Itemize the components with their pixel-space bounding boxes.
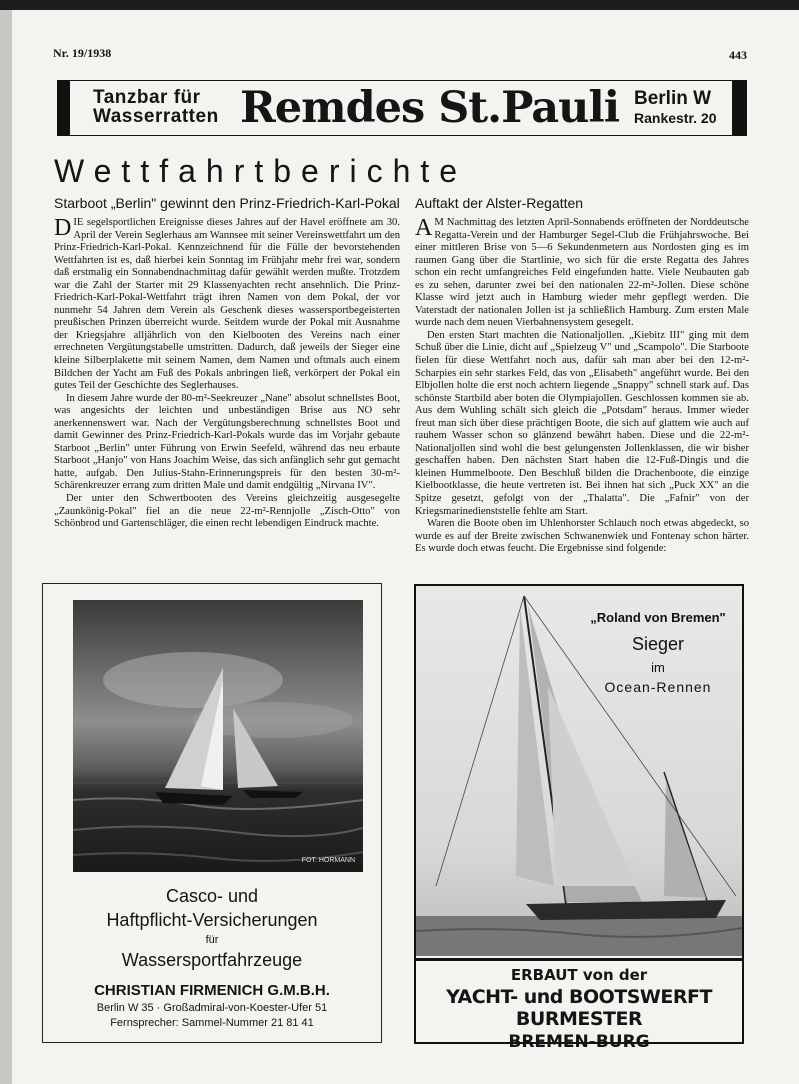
ad-left-line4: Wassersportfahrzeuge [121,950,303,970]
article-right [415,195,749,556]
dropcap: A [415,215,433,241]
issue-number: Nr. 19/1938 [53,46,112,60]
ad-left-line2: Haftpflicht-Versicherungen [106,910,318,930]
ad-left-company: CHRISTIAN FIRMENICH G.M.B.H. [94,982,330,999]
advertisement-banner [57,80,747,136]
ad-left-address: Berlin W 35 · Großadmiral-von-Koester-Ufer 51 [96,1002,328,1014]
article-right-p1: M Nachmittag des letzten April-Sonnabends eröffneten der Norddeutsche Regatta-Verein und der Hamburger Segel-Club die Frühjahrswoche. Bei einer mittleren Brise von 5—6 Sekundenmetern aus Nordosten ging es im raumen Gang über die Startlinie, wo sich für die erste Regatta des Jahres schon ein recht umfangreiches Feld eingefunden hatte. Viele Neubauten gab es zu sehen, darunter zwei bei den nationalen 22-m²-Jollen. Diese schöne Klasse wird jetzt auch in Hamburg wieder mehr gepflegt werden. Die Vaterstadt der nationalen Jollen ist ja schließlich Hamburg. Zum ersten Male wurde nach dem neuen Vierbahnensystem gesegelt. [415,217,749,329]
dropcap: D [54,215,72,241]
article-left-p2: In diesem Jahre wurde der 80-m²-Seekreuzer „Nane" absolut schnellstes Boot, was angesichts der leichten und unbeständigen Brise aus NO sehr anerkennenswert war. Nach der Vergütungsberechnung schnellstes Boot und damit Gewinner des Prinz-Friedrich-Karl-Pokals wurde das im Vorjahr gebaute Starboot „Berlin" unter Führung von Erwin Seefeld, während das neu erbaute Starboot „Hanjo" von Hans Joachim Weise, das sich anfänglich sehr gut gemacht hatte, aufgab. Den Julius-Stahn-Erinnerungspreis für den besten 30-m²-Schärenkreuzer errang zum dritten Male und damit endgültig „Nirvana IV". [54,392,400,492]
insurance-advertisement [42,583,382,1043]
banner-brand: Remdes St.Pauli [240,83,620,133]
article-right-p2: Den ersten Start machten die Nationaljollen. „Kiebitz III" ging mit dem Schuß über die Linie, dicht auf „Spielzeug V" und „Scampolo". Die Starboote fielen für diese Wettfahrt noch aus, dafür sah man aber bei den 12-m²-Scharpies ein sehr starkes Feld, das von „Elisabeth" angeführt wurde. Bei den Elbjollen holte die erst noch achtern liegende „Snappy" schnell stark auf. Das schönste Startbild aber boten die Olympiajollen. Geschlossen kommen sie ab. Aus dem Wuhling schält sich gleich die „Potsdam" heraus. Immer wieder freut man sich über diese prächtigen Boote, die sich auf glattem wie auch auf rauhem Wasser schon so glänzend bewährt haben. Diese und die 22-m²-Nationaljollen sind wohl die best gelungensten Jollenklassen, die wir bisher geschaffen haben. Den nächsten Start haben die 12-Fuß-Dingis und die kleinen Hummelboote. Den Beschluß bilden die Drachenboote, die einzige Kielbootklasse, die heute vertreten ist. Bei ihnen hat sich „Puck XX" an die Spitze gesetzt, gefolgt von der „Thalatta". Die „Fafnir" von der Kriegsmarinedienststelle fehlte am Start. [415,329,749,517]
scan-top-edge [0,0,799,10]
article-right-p3: Waren die Boote oben im Uhlenhorster Schlauch noch etwas abgedeckt, so wurde es auf der Breite zwischen Schwanenwiek und Fontenay schon härter. Es wurde doch etwas feucht. Die Ergebnisse sind folgende: [415,518,749,555]
article-left-paragraph [54,217,400,393]
article-left-headline: Starboot „Berlin" gewinnt den Prinz-Friedrich-Karl-Pokal [54,195,400,211]
ad-right-foot2: YACHT- und BOOTSWERFT BURMESTER [446,986,712,1030]
article-left-p3: Der unter den Schwertbooten des Vereins gleichzeitig ausgesegelte „Zaunkönig-Pokal" fiel an die neue 22-m²-Rennjolle „Zisch-Otto" von Schönbrod und Gartenschläger, die einen recht lebendigen Eindruck machte. [54,493,400,530]
ad-right-caption1: „Roland von Bremen" [590,610,726,625]
yacht-photo [416,586,742,956]
shipyard-advertisement [414,584,744,1052]
article-left-p1: IE segelsportlichen Ereignisse dieses Jahres auf der Havel eröffnete am 30. April der Verein Seglerhaus am Wannsee mit seiner Vereinswettfahrt um den Prinz-Friedrich-Karl-Pokal. Kennzeichnend für die Fülle der bevorstehenden Wettfahrten ist es, daß hierbei kein Sonntag im Frühjahr mehr frei war, sondern daß erstmalig ein Sonnabendnachmittag dafür gewählt werden mußte. Trotzdem war die Zahl der Starter mit 29 Klassenyachten recht ansehnlich. Die Prinz-Friedrich-Karl-Pokal-Wettfahrt trägt ihren Namen von dem Pokal, der vor nunmehr 54 Jahren dem Verein als Geschenk dieses wassersportbegeisterten preußischen Prinzen überreicht wurde. Seitdem wurde der Pokal mit Ausnahme der Kriegsjahre alljährlich von den Kielbooten des Vereins nach einer errechneten Vergütungstabelle umstritten. Dadurch, daß jeweils der Sieger eine kleine Silberplakette mit seinem Namen, dem Namen und oftmals auch einem Bildchen der Yacht am Fuß des Pokals anbringen ließ, verkörpert der Pokal ein gutes Teil der Geschichte des Seglerhauses. [54,217,400,392]
sailboats-photo [73,600,363,872]
ad-right-caption2: Sieger [631,634,685,654]
banner-left-bar [58,81,70,135]
ad-right-caption4: Ocean-Rennen [604,679,712,695]
banner-slogan-line2: Wasserratten [93,106,219,127]
shipyard-footer [416,958,742,1052]
ad-left-line3: für [205,934,219,946]
article-left [54,195,400,531]
banner-city: Berlin W [634,88,712,109]
page-number: 443 [729,48,747,62]
banner-right-bar [732,81,746,135]
ad-right-foot1: ERBAUT von der [510,966,648,984]
banner-slogan-line1: Tanzbar für [93,87,201,108]
magazine-page [12,10,799,1084]
photo-credit: FOT. HORMANN [301,857,355,864]
article-right-paragraph [415,217,749,330]
article-right-headline: Auftakt der Alster-Regatten [415,195,584,211]
ad-left-line1: Casco- und [165,886,259,906]
ad-left-phone: Fernsprecher: Sammel-Nummer 21 81 41 [110,1017,314,1029]
ad-right-foot3: BREMEN-BURG [508,1032,650,1052]
section-title: Wettfahrtberichte [54,153,468,189]
ad-right-caption3: im [651,660,665,675]
scan-left-edge [0,10,12,1084]
banner-slogan [93,88,219,126]
banner-address: Rankestr. 20 [634,110,717,126]
